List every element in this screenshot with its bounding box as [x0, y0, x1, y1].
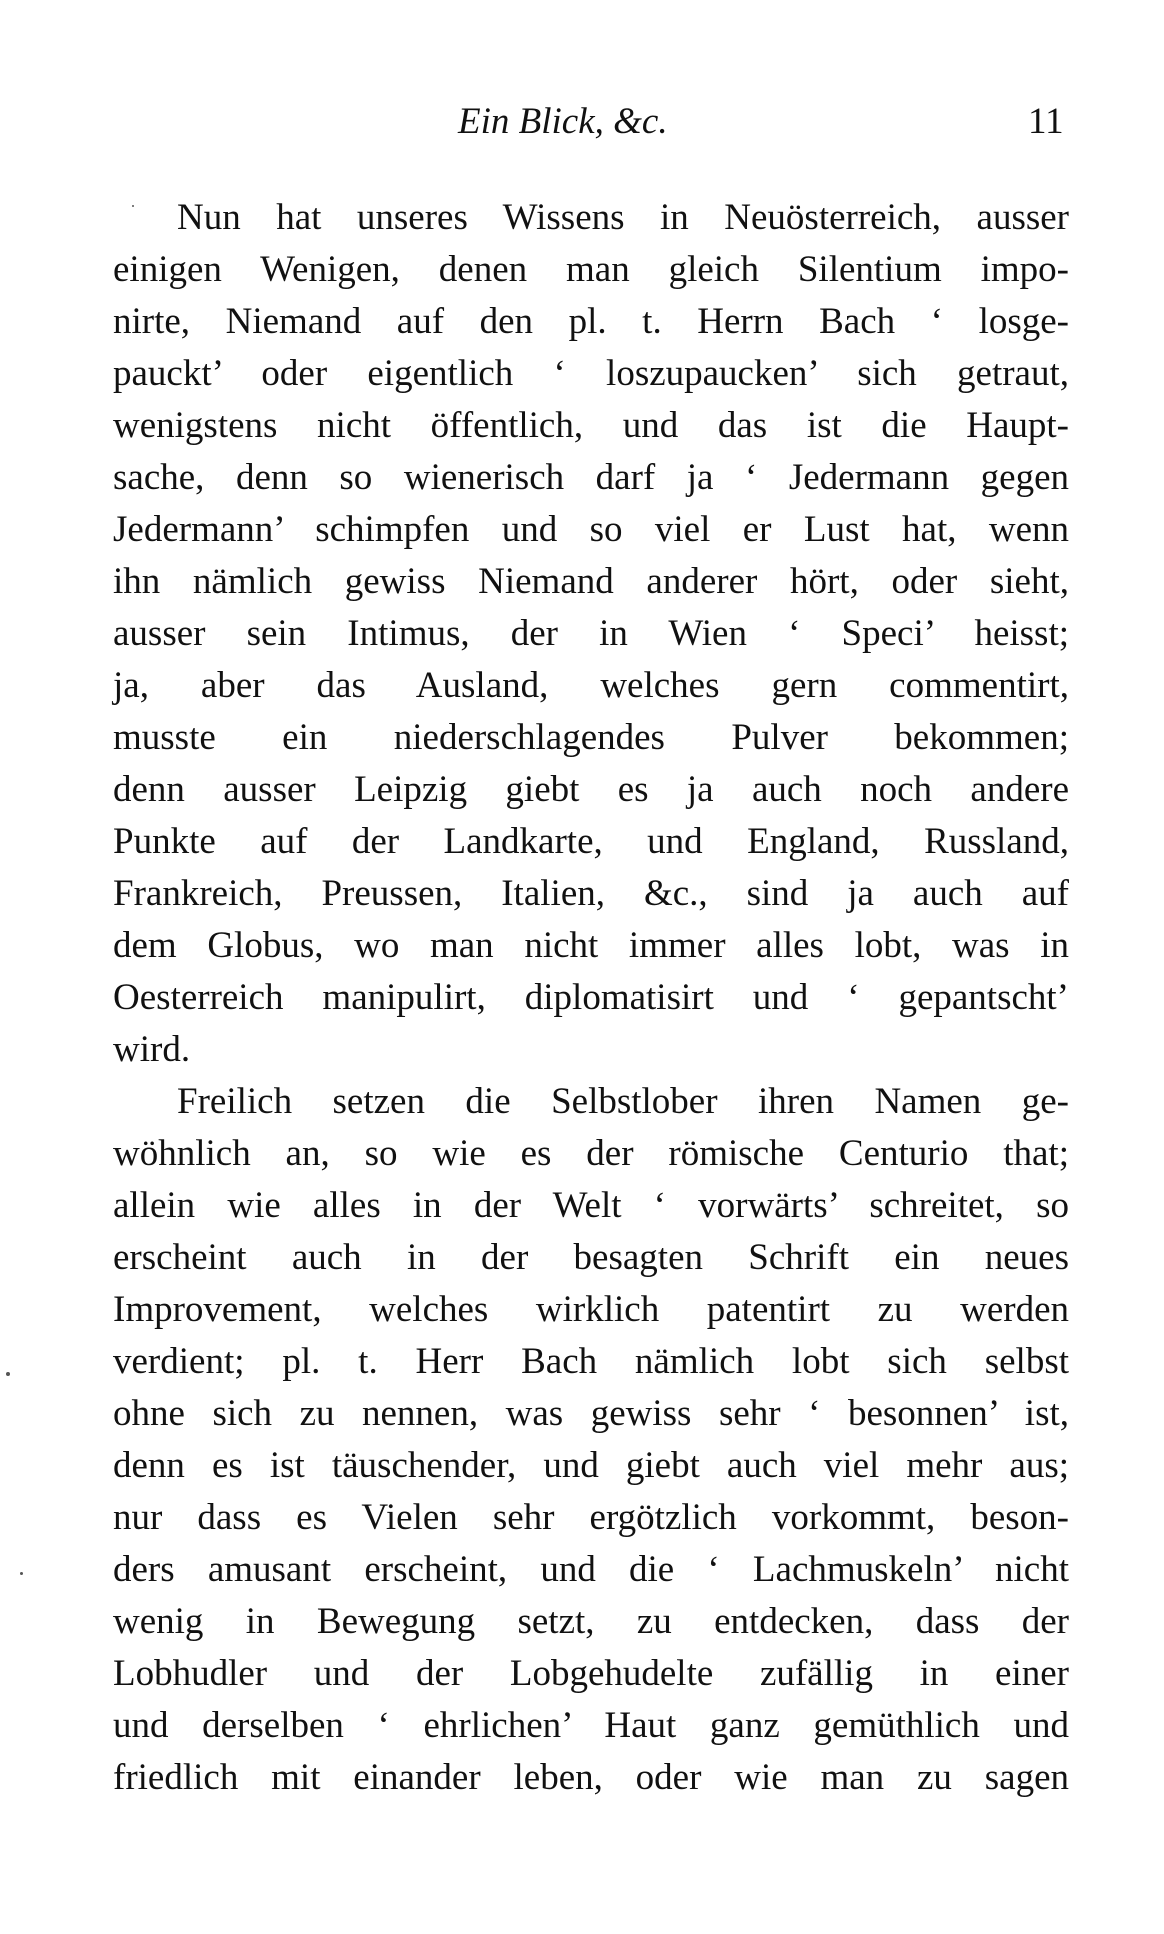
text-line: wenigstens nicht öffentlich, und das ist die Haupt-	[113, 405, 1069, 446]
text-line: Punkte auf der Landkarte, und England, Russland,	[113, 821, 1069, 862]
text-line: sache, denn so wienerisch darf ja ‘ Jedermann gegen	[113, 457, 1069, 498]
body-text	[113, 192, 1069, 1804]
text-line: Frankreich, Preussen, Italien, &c., sind ja auch auf	[113, 873, 1069, 914]
text-line: ihn nämlich gewiss Niemand anderer hört, oder sieht,	[113, 561, 1069, 602]
text-line: nirte, Niemand auf den pl. t. Herrn Bach ‘ losge-	[113, 301, 1069, 342]
text-line: denn ausser Leipzig giebt es ja auch noch andere	[113, 769, 1069, 810]
text-line: und derselben ‘ ehrlichen’ Haut ganz gemüthlich und	[113, 1705, 1069, 1746]
text-line: pauckt’ oder eigentlich ‘ loszupaucken’ sich getraut,	[113, 353, 1069, 394]
text-line: wird.	[113, 1029, 191, 1070]
scan-speck	[6, 1372, 10, 1376]
text-line: wenig in Bewegung setzt, zu entdecken, dass der	[113, 1601, 1069, 1642]
running-head	[0, 97, 1164, 147]
text-line: dem Globus, wo man nicht immer alles lobt, was in	[113, 925, 1069, 966]
text-line: einigen Wenigen, denen man gleich Silentium impo-	[113, 249, 1069, 290]
text-line: musste ein niederschlagendes Pulver bekommen;	[113, 717, 1069, 758]
text-line: Nun hat unseres Wissens in Neuösterreich, ausser	[177, 197, 1069, 238]
text-line: ohne sich zu nennen, was gewiss sehr ‘ besonnen’ ist,	[113, 1393, 1069, 1434]
text-line: Freilich setzen die Selbstlober ihren Namen ge-	[177, 1081, 1069, 1122]
text-line: friedlich mit einander leben, oder wie man zu sagen	[113, 1757, 1069, 1798]
text-line: denn es ist täuschender, und giebt auch viel mehr aus;	[113, 1445, 1069, 1486]
text-line: verdient; pl. t. Herr Bach nämlich lobt sich selbst	[113, 1341, 1069, 1382]
text-line: wöhnlich an, so wie es der römische Centurio that;	[113, 1133, 1069, 1174]
page-number: 11	[1028, 101, 1064, 142]
text-line: ders amusant erscheint, und die ‘ Lachmuskeln’ nicht	[113, 1549, 1069, 1590]
text-line: allein wie alles in der Welt ‘ vorwärts’ schreitet, so	[113, 1185, 1069, 1226]
running-head-title: Ein Blick, &c.	[458, 101, 668, 142]
text-line: nur dass es Vielen sehr ergötzlich vorkommt, beson-	[113, 1497, 1069, 1538]
text-line: ja, aber das Ausland, welches gern commentirt,	[113, 665, 1069, 706]
text-line: Lobhudler und der Lobgehudelte zufällig in einer	[113, 1653, 1069, 1694]
text-line: erscheint auch in der besagten Schrift ein neues	[113, 1237, 1069, 1278]
scan-speck	[20, 1572, 23, 1575]
text-line: Jedermann’ schimpfen und so viel er Lust hat, wenn	[113, 509, 1069, 550]
text-line: Oesterreich manipulirt, diplomatisirt und ‘ gepantscht’	[113, 977, 1069, 1018]
scan-speck	[132, 205, 134, 207]
text-line: ausser sein Intimus, der in Wien ‘ Speci’ heisst;	[113, 613, 1069, 654]
text-line: Improvement, welches wirklich patentirt zu werden	[113, 1289, 1069, 1330]
